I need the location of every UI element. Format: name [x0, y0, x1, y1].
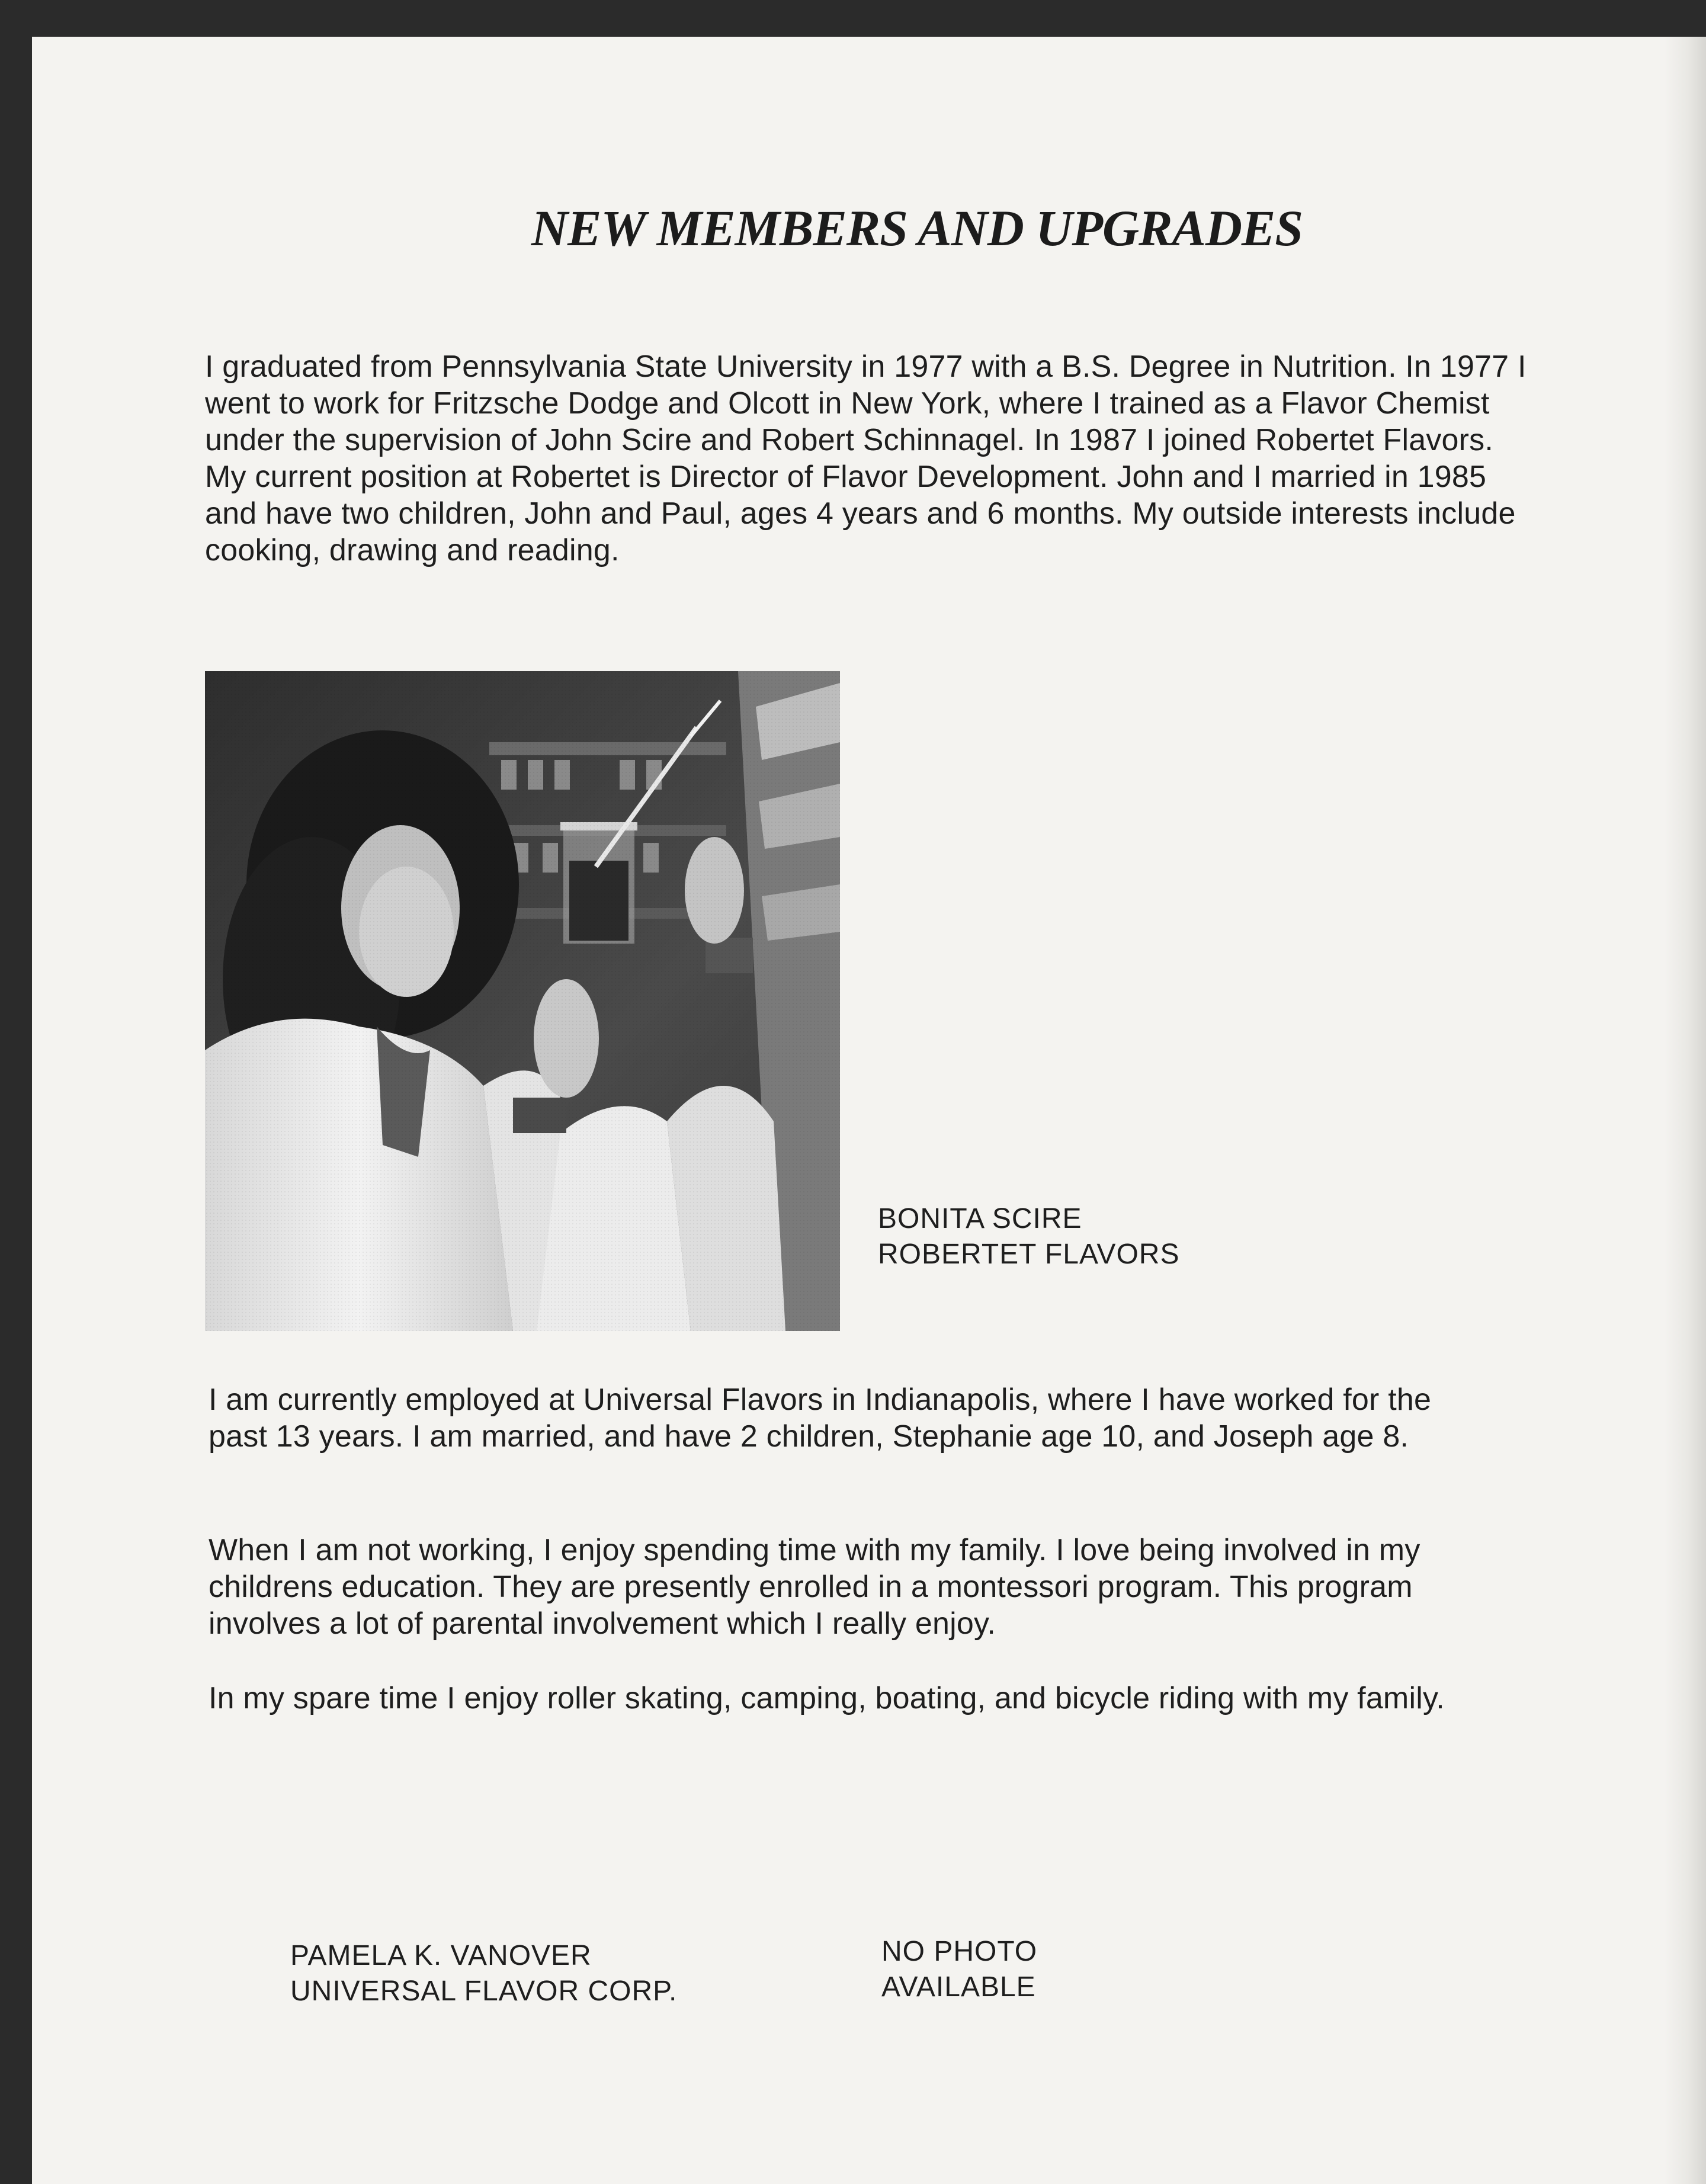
- member-company: ROBERTET FLAVORS: [878, 1239, 1180, 1270]
- bio-vanover-para-3: In my spare time I enjoy roller skating, camping, boating, and bicycle riding with my family.: [209, 1681, 1445, 1715]
- photo-caption: [878, 1201, 1179, 1272]
- lab-chemist-photo: [205, 671, 840, 1331]
- no-photo-note: [881, 1934, 1037, 2005]
- no-photo-line-2: AVAILABLE: [881, 1971, 1036, 2003]
- member-credit: [290, 1938, 677, 2009]
- bio-vanover-para-2: When I am not working, I enjoy spending time with my family. I love being involved in my childrens education. They are presently enrolled in a montessori program. This program involves a lot of parental involvement which I really enjoy.: [209, 1533, 1420, 1641]
- page-edge: [1665, 37, 1706, 2184]
- page-title: NEW MEMBERS AND UPGRADES: [531, 200, 1303, 256]
- member-company: UNIVERSAL FLAVOR CORP.: [290, 1975, 678, 2007]
- member-name: BONITA SCIRE: [878, 1203, 1082, 1234]
- bio-vanover-para-1: I am currently employed at Universal Flavors in Indianapolis, where I have worked for the past 13 years. I am married, and have 2 children, Stephanie age 10, and Joseph age 8.: [209, 1383, 1432, 1454]
- no-photo-line-1: NO PHOTO: [881, 1936, 1038, 1967]
- bio-bonita-scire: I graduated from Pennsylvania State University in 1977 with a B.S. Degree in Nutrition. In 1977 I went to work for Fritzsche Dodge and Olcott in New York, where I trained as a Flavor Chemist under the supervision of John Scire and Robert Schinnagel. In 1987 I joined Robertet Flavors. My current position at Robertet is Director of Flavor Development. John and I married in 1985 and have two children, John and Paul, ages 4 years and 6 months. My outside interests include cooking, drawing and reading.: [205, 349, 1527, 567]
- member-name: PAMELA K. VANOVER: [290, 1940, 592, 1971]
- member-photo: [205, 671, 840, 1331]
